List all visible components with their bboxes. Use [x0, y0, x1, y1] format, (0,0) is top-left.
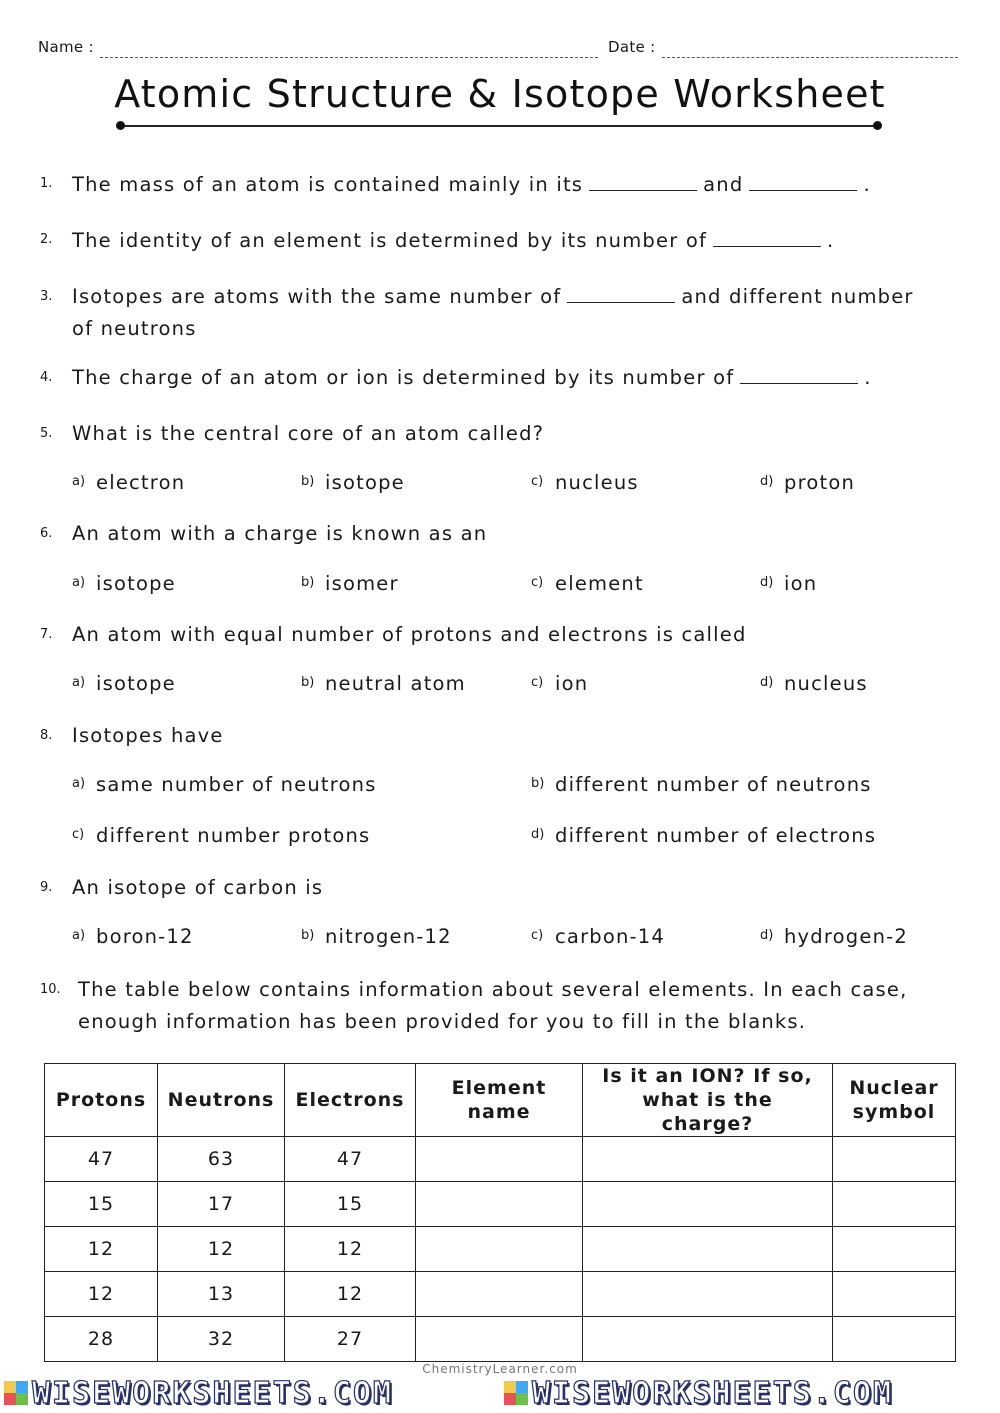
option-a[interactable]: a) isotope	[72, 672, 176, 695]
question-text: .	[863, 173, 871, 196]
question-text: The identity of an element is determined by its number of	[72, 229, 708, 252]
cell-nuclear-symbol[interactable]	[833, 1182, 956, 1227]
option-d[interactable]: d) proton	[760, 471, 856, 494]
cell-element-name[interactable]	[416, 1137, 583, 1182]
title-rule-dot-left	[116, 121, 125, 130]
question-number: 7.	[40, 627, 53, 642]
option-b[interactable]: b) different number of neutrons	[531, 773, 872, 796]
option-c[interactable]: c) element	[531, 572, 644, 595]
cell-neutrons: 32	[158, 1317, 285, 1362]
column-header-neutrons: Neutrons	[158, 1064, 285, 1137]
option-b[interactable]: b) neutral atom	[301, 672, 466, 695]
cell-nuclear-symbol[interactable]	[833, 1137, 956, 1182]
question-text: The mass of an atom is contained mainly in its	[72, 173, 584, 196]
cell-protons: 12	[45, 1272, 158, 1317]
cell-neutrons: 17	[158, 1182, 285, 1227]
cell-protons: 15	[45, 1182, 158, 1227]
cell-protons: 28	[45, 1317, 158, 1362]
date-label: Date :	[608, 38, 656, 56]
answer-blank[interactable]	[567, 284, 675, 303]
question-text-continued: enough information has been provided for you to fill in the blanks.	[78, 1010, 807, 1033]
column-header-nuclear-symbol: Nuclear symbol	[833, 1064, 956, 1137]
question-text: An isotope of carbon is	[72, 876, 324, 899]
brand-wordmark: WISEWORKSHEETS.COM	[32, 1376, 394, 1411]
table-row	[45, 1317, 956, 1362]
question-text: and	[703, 173, 744, 196]
cell-ion-charge[interactable]	[583, 1137, 833, 1182]
question-number: 3.	[40, 289, 53, 304]
column-header-element-name: Element name	[416, 1064, 583, 1137]
source-credit: ChemistryLearner.com	[422, 1362, 578, 1376]
option-c[interactable]: c) different number protons	[72, 824, 371, 847]
question-text: Isotopes have	[72, 724, 224, 747]
option-b[interactable]: b) nitrogen-12	[301, 925, 452, 948]
wiseworksheets-logo-icon	[4, 1381, 28, 1405]
cell-neutrons: 63	[158, 1137, 285, 1182]
column-header-protons: Protons	[45, 1064, 158, 1137]
question-1	[72, 169, 871, 201]
title-rule-dot-right	[873, 121, 882, 130]
column-header-electrons: Electrons	[285, 1064, 416, 1137]
question-text: An atom with a charge is known as an	[72, 522, 488, 545]
cell-element-name[interactable]	[416, 1272, 583, 1317]
cell-electrons: 15	[285, 1182, 416, 1227]
question-2	[72, 225, 834, 257]
cell-element-name[interactable]	[416, 1182, 583, 1227]
option-c[interactable]: c) carbon-14	[531, 925, 666, 948]
name-field[interactable]	[100, 57, 598, 58]
option-d[interactable]: d) nucleus	[760, 672, 868, 695]
question-3	[72, 281, 914, 313]
brand-wordmark: WISEWORKSHEETS.COM	[532, 1376, 894, 1411]
option-a[interactable]: a) isotope	[72, 572, 176, 595]
option-d[interactable]: d) ion	[760, 572, 818, 595]
option-c[interactable]: c) ion	[531, 672, 589, 695]
cell-ion-charge[interactable]	[583, 1317, 833, 1362]
column-header-ion-charge: Is it an ION? If so, what is the charge?	[583, 1064, 833, 1137]
question-text: .	[864, 366, 872, 389]
wiseworksheets-logo-icon	[504, 1381, 528, 1405]
question-number: 5.	[40, 426, 53, 441]
question-text: Isotopes are atoms with the same number of	[72, 285, 562, 308]
question-text: The charge of an atom or ion is determined by its number of	[72, 366, 735, 389]
cell-protons: 47	[45, 1137, 158, 1182]
answer-blank[interactable]	[749, 172, 857, 191]
question-text: and different number	[681, 285, 914, 308]
option-a[interactable]: a) same number of neutrons	[72, 773, 377, 796]
cell-electrons: 27	[285, 1317, 416, 1362]
question-text: What is the central core of an atom called?	[72, 422, 545, 445]
option-b[interactable]: b) isotope	[301, 471, 405, 494]
table-row	[45, 1272, 956, 1317]
question-number: 10.	[40, 982, 61, 997]
cell-ion-charge[interactable]	[583, 1182, 833, 1227]
cell-neutrons: 13	[158, 1272, 285, 1317]
question-number: 8.	[40, 728, 53, 743]
question-text: .	[827, 229, 835, 252]
table-header-row	[45, 1064, 956, 1137]
cell-ion-charge[interactable]	[583, 1227, 833, 1272]
question-number: 6.	[40, 526, 53, 541]
answer-blank[interactable]	[740, 365, 858, 384]
question-number: 9.	[40, 880, 53, 895]
question-text: An atom with equal number of protons and electrons is called	[72, 623, 747, 646]
cell-nuclear-symbol[interactable]	[833, 1272, 956, 1317]
option-d[interactable]: d) different number of electrons	[531, 824, 877, 847]
cell-ion-charge[interactable]	[583, 1272, 833, 1317]
cell-protons: 12	[45, 1227, 158, 1272]
cell-element-name[interactable]	[416, 1317, 583, 1362]
question-4	[72, 362, 872, 394]
answer-blank[interactable]	[589, 172, 697, 191]
cell-nuclear-symbol[interactable]	[833, 1227, 956, 1272]
title-underline	[120, 125, 878, 127]
date-field[interactable]	[662, 57, 958, 58]
cell-element-name[interactable]	[416, 1227, 583, 1272]
option-a[interactable]: a) boron-12	[72, 925, 194, 948]
question-number: 4.	[40, 370, 53, 385]
option-c[interactable]: c) nucleus	[531, 471, 639, 494]
answer-blank[interactable]	[713, 228, 821, 247]
table-row	[45, 1182, 956, 1227]
cell-electrons: 12	[285, 1272, 416, 1317]
table-row	[45, 1227, 956, 1272]
option-b[interactable]: b) isomer	[301, 572, 399, 595]
name-label: Name :	[38, 38, 94, 56]
table-row	[45, 1137, 956, 1182]
cell-nuclear-symbol[interactable]	[833, 1317, 956, 1362]
question-text-continued: of neutrons	[72, 317, 197, 340]
question-number: 1.	[40, 176, 53, 191]
option-d[interactable]: d) hydrogen-2	[760, 925, 908, 948]
option-a[interactable]: a) electron	[72, 471, 186, 494]
page-title: Atomic Structure & Isotope Worksheet	[114, 72, 886, 116]
question-number: 2.	[40, 232, 53, 247]
cell-neutrons: 12	[158, 1227, 285, 1272]
question-text: The table below contains information about several elements. In each case,	[78, 978, 908, 1001]
elements-table	[44, 1063, 956, 1362]
cell-electrons: 12	[285, 1227, 416, 1272]
cell-electrons: 47	[285, 1137, 416, 1182]
